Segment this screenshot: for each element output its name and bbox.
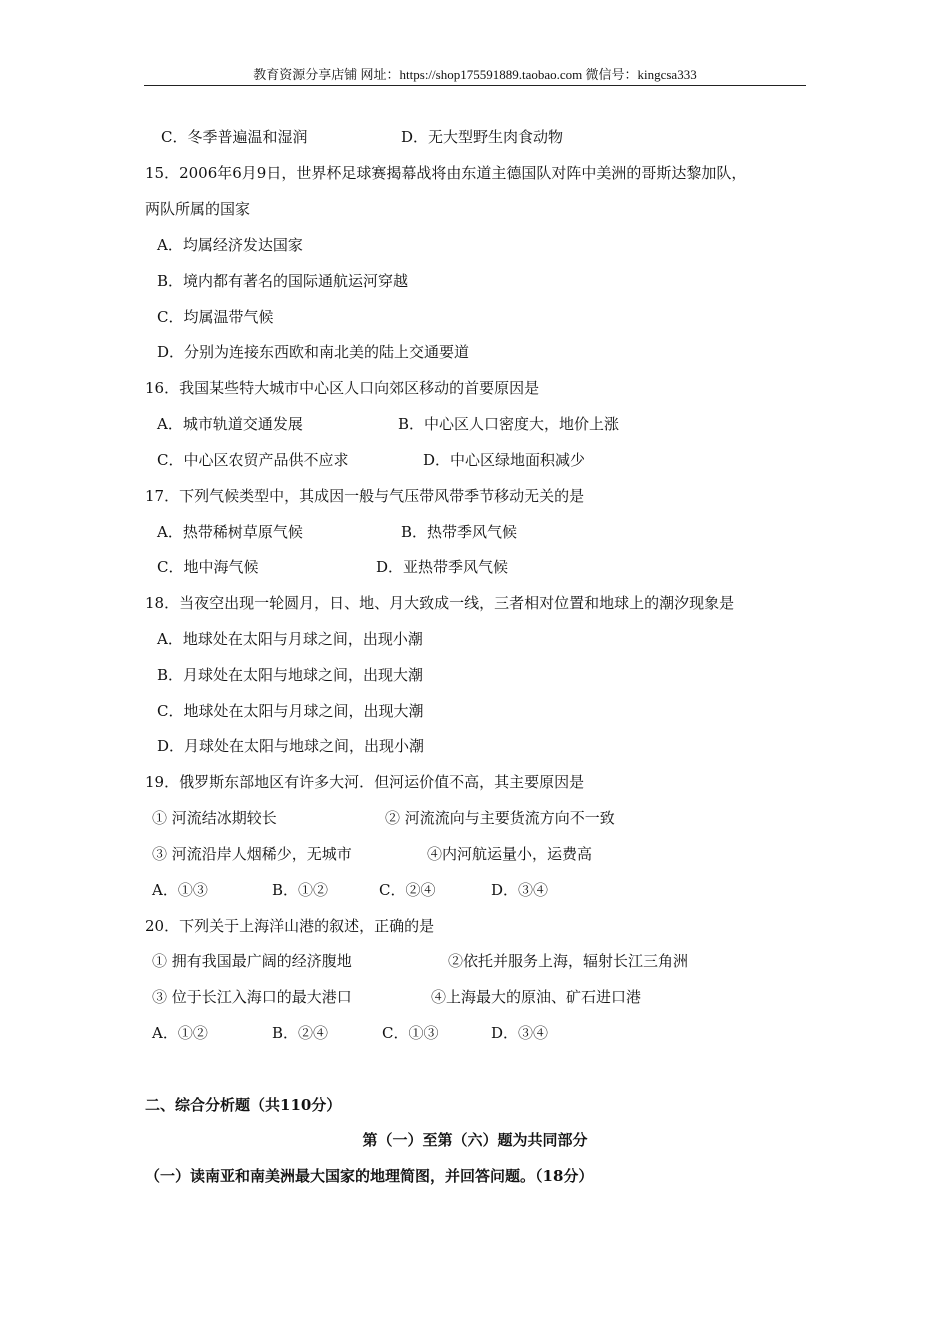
q20-statement-2: ②依托并服务上海，辐射长江三角洲 xyxy=(448,952,689,970)
q17-option-b: B．热带季风气候 xyxy=(401,523,518,541)
q15-option-b: B．境内都有著名的国际通航运河穿越 xyxy=(157,272,409,290)
q20-option-b: B．②④ xyxy=(272,1024,329,1042)
q15-stem-line2: 两队所属的国家 xyxy=(145,200,251,218)
q16-option-a: A．城市轨道交通发展 xyxy=(157,415,303,433)
q20-statement-4: ④上海最大的原油、矿石进口港 xyxy=(431,988,642,1006)
q19-option-b: B．①② xyxy=(272,881,329,899)
q18-option-c: C．地球处在太阳与月球之间，出现大潮 xyxy=(157,702,424,720)
q18-stem: 18．当夜空出现一轮圆月，日、地、月大致成一线，三者相对位置和地球上的潮汐现象是 xyxy=(145,594,735,612)
q19-statement-3: ③ 河流沿岸人烟稀少，无城市 xyxy=(152,845,352,863)
q19-stem: 19．俄罗斯东部地区有许多大河．但河运价值不高，其主要原因是 xyxy=(145,773,585,791)
q15-option-d: D．分别为连接东西欧和南北美的陆上交通要道 xyxy=(157,343,470,361)
q15-option-a: A．均属经济发达国家 xyxy=(157,236,303,254)
section-subtitle: 第（一）至第（六）题为共同部分 xyxy=(362,1131,588,1149)
q17-stem: 17．下列气候类型中，其成因一般与气压带风带季节移动无关的是 xyxy=(145,487,585,505)
part-one-heading: （一）读南亚和南美洲最大国家的地理简图，并回答问题。（18分） xyxy=(145,1167,594,1185)
q19-statement-4: ④内河航运量小，运费高 xyxy=(427,845,593,863)
q19-statement-1: ① 河流结冰期较长 xyxy=(152,809,277,827)
q16-stem: 16．我国某些特大城市中心区人口向郊区移动的首要原因是 xyxy=(145,379,540,397)
q20-option-c: C．①③ xyxy=(382,1024,439,1042)
q20-option-a: A．①② xyxy=(152,1024,208,1042)
q20-statement-1: ① 拥有我国最广阔的经济腹地 xyxy=(152,952,352,970)
q15-option-c: C．均属温带气候 xyxy=(157,308,274,326)
q16-option-d: D．中心区绿地面积减少 xyxy=(423,451,586,469)
q19-option-a: A．①③ xyxy=(152,881,208,899)
q16-option-c: C．中心区农贸产品供不应求 xyxy=(157,451,349,469)
q18-option-b: B．月球处在太阳与地球之间，出现大潮 xyxy=(157,666,424,684)
section-title: 二、综合分析题（共110分） xyxy=(145,1096,342,1114)
q14-option-c: C．冬季普遍温和湿润 xyxy=(161,128,308,146)
q16-option-b: B．中心区人口密度大，地价上涨 xyxy=(398,415,620,433)
q20-stem: 20．下列关于上海洋山港的叙述，正确的是 xyxy=(145,917,435,935)
q17-option-d: D．亚热带季风气候 xyxy=(376,558,509,576)
q18-option-a: A．地球处在太阳与月球之间，出现小潮 xyxy=(157,630,423,648)
q17-option-c: C．地中海气候 xyxy=(157,558,259,576)
q14-option-d: D．无大型野生肉食动物 xyxy=(401,128,564,146)
q19-statement-2: ② 河流流向与主要货流方向不一致 xyxy=(385,809,615,827)
q20-statement-3: ③ 位于长江入海口的最大港口 xyxy=(152,988,352,1006)
q18-option-d: D．月球处在太阳与地球之间，出现小潮 xyxy=(157,737,425,755)
page-header: 教育资源分享店铺 网址：https://shop175591889.taobao.com 微信号：kingcsa333 xyxy=(253,67,697,82)
header-divider xyxy=(144,85,806,86)
q17-option-a: A．热带稀树草原气候 xyxy=(157,523,303,541)
q20-option-d: D．③④ xyxy=(491,1024,549,1042)
q19-option-d: D．③④ xyxy=(491,881,549,899)
q15-stem-line1: 15．2006年6月9日，世界杯足球赛揭幕战将由东道主德国队对阵中美洲的哥斯达黎加队， xyxy=(145,164,747,182)
q19-option-c: C．②④ xyxy=(379,881,436,899)
